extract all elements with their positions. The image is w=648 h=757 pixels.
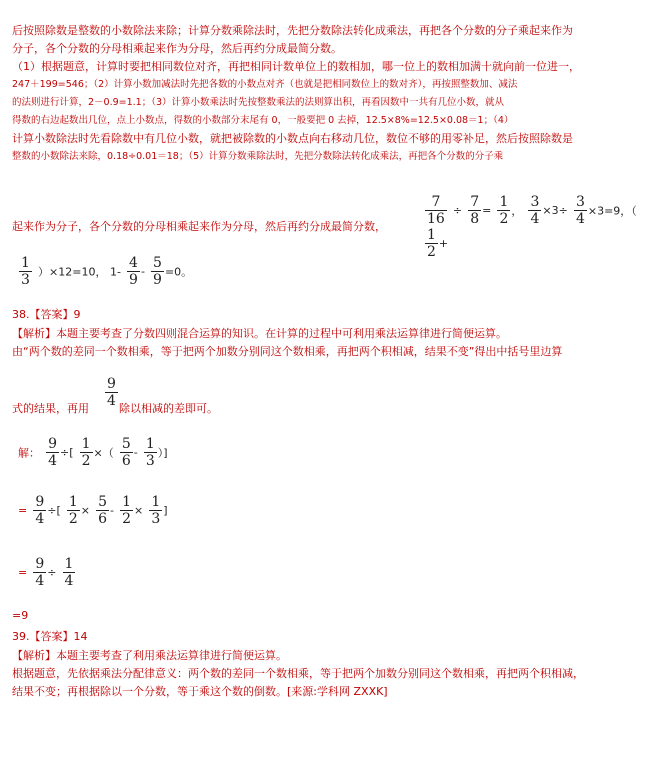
fraction: $\frac{7}{8}$ [470, 194, 480, 227]
text-line: 247＋199=546；（2）计算小数加减法时先把各数的小数点对齐（也就是把相同数位上的数对齐），再按照整数加、减法 [12, 79, 518, 90]
solution-paragraph [12, 22, 636, 166]
fraction: $\frac{5}{6}$ [98, 494, 107, 527]
fraction: $\frac{9}{4}$ [35, 494, 45, 527]
fraction: $\frac{5}{6}$ [121, 436, 131, 469]
analysis-heading: 【解析】本题主要考查了利用乘法运算律进行简便运算。 [12, 649, 287, 662]
fraction: $\frac{1}{2}$ [122, 494, 131, 527]
text-line-content: 起来作为分子，各个分数的分母相乘起来作为分母，然后再约分成最简分数， [12, 220, 386, 233]
math-expression: $\frac{1}{3}$ ）×12=10， 1- $\frac{4}{9}$ - $\frac{5}{9}$ =0。 [21, 255, 193, 288]
fraction: $\frac{5}{9}$ [153, 255, 162, 288]
fraction: $\frac{9}{4}$ [48, 436, 58, 469]
fraction: $\frac{3}{4}$ [530, 194, 540, 227]
text-line: （1）根据题意，计算时要把相同数位对齐，再把相同计数单位上的数相加，哪一位上的数相加满十就向前一位进一， [12, 60, 580, 73]
analysis-39 [12, 647, 636, 701]
text-line: 式的结果，再用 除以相减的差即可。 [12, 402, 218, 415]
fraction: $\frac{3}{4}$ [575, 194, 585, 227]
math-expression: $\frac{7}{16}$ ÷ $\frac{7}{8}$ = $\frac{1}{2}$ ， $\frac{3}{4}$ ×3÷ $\frac{3}{4}$ ×3=9，（ $\frac{1}{2}$ + [427, 194, 637, 260]
analysis-heading: 【解析】本题主要考查了分数四则混合运算的知识。在计算的过程中可利用乘法运算律进行简便运算。 [12, 327, 507, 340]
fraction: $\frac{1}{4}$ [64, 556, 74, 589]
solution-step-3: = $\frac{9}{4}$ ÷ $\frac{1}{4}$ [18, 556, 74, 589]
text-line: 计算小数除法时先看除数中有几位小数，就把被除数的小数点向右移动几位，数位不够的用零补足，然后按照除数是 [12, 132, 573, 145]
fraction: $\frac{9}{4}$ [35, 556, 45, 589]
text-line: 根据题意，先依据乘法分配律意义：两个数的差同一个数相乘，等于把两个加数分别同这个数相乘，再把两个积相减， [12, 667, 584, 680]
fraction: $\frac{1}{3}$ [21, 255, 30, 288]
fraction: $\frac{9}{4}$ [107, 376, 116, 409]
analysis-38 [12, 325, 636, 361]
text-line: 得数的右边起数出几位，点上小数点，得数的小数部分末尾有 0，一般要把 0 去掉，12.5×8%=12.5×0.08＝1；（4） [12, 115, 514, 126]
answer-39: 39.【答案】14 [12, 630, 88, 643]
fraction: $\frac{1}{2}$ [81, 436, 91, 469]
text-line: 整数的小数除法来除，0.18÷0.01＝18；（5）计算分数乘除法时，先把分数除法转化成乘法，再把各个分数的分子乘 [12, 151, 504, 162]
text-line: 后按照除数是整数的小数除法来除；计算分数乘除法时，先把分数除法转化成乘法，再把各个分数的分子乘起来作为 [12, 24, 573, 37]
fraction: $\frac{7}{16}$ [427, 194, 445, 227]
fraction: $\frac{1}{3}$ [145, 436, 155, 469]
solution-step-2: = $\frac{9}{4}$ ÷[ $\frac{1}{2}$ × $\frac{5}{6}$ - $\frac{1}{2}$ × $\frac{1}{3}$ ] [18, 494, 168, 527]
fraction: $\frac{1}{2}$ [499, 194, 509, 227]
result-38: =9 [12, 609, 29, 622]
fraction: $\frac{1}{2}$ [68, 494, 78, 527]
text-line: 结果不变；再根据除以一个分数，等于乘这个数的倒数。[来源:学科网 ZXXK] [12, 685, 388, 698]
fraction: $\frac{1}{3}$ [151, 494, 161, 527]
answer-38: 38.【答案】9 [12, 308, 81, 321]
text-line: 的法则进行计算，2－0.9=1.1；（3）计算小数乘法时先按整数乘法的法则算出积，再看因数中一共有几位小数，就从 [12, 97, 505, 108]
solution-step-1: 解： $\frac{9}{4}$ ÷[ $\frac{1}{2}$ ×（ $\frac{5}{6}$ - $\frac{1}{3}$ ）] [18, 436, 168, 469]
text-line: 分子，各个分数的分母相乘起来作为分母，然后再约分成最简分数。 [12, 42, 342, 55]
math-expression [104, 376, 119, 409]
fraction: $\frac{4}{9}$ [129, 255, 138, 288]
fraction: $\frac{1}{2}$ [427, 227, 436, 260]
text-line: 由“两个数的差同一个数相乘，等于把两个加数分别同这个数相乘，再把两个积相减，结果不变”得出中括号里边算 [12, 345, 563, 358]
